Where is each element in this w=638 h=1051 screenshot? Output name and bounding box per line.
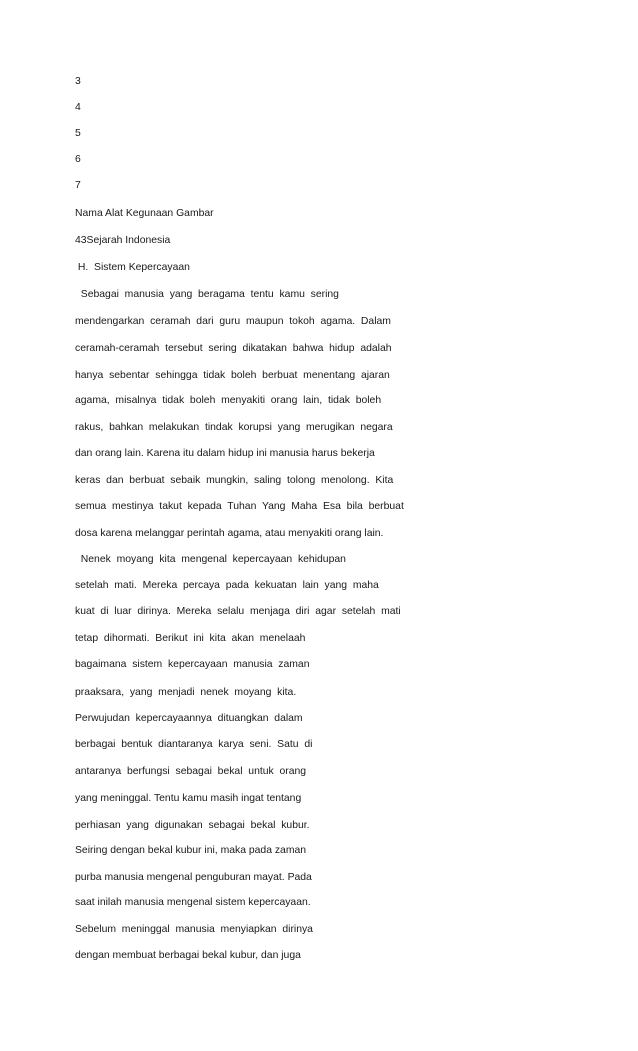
text-line: keras dan berbuat sebaik mungkin, saling tolong menolong. Kita — [75, 475, 394, 486]
text-line: praaksara, yang menjadi nenek moyang kita. — [75, 687, 297, 698]
text-line: dosa karena melanggar perintah agama, atau menyakiti orang lain. — [75, 528, 384, 539]
text-line: antaranya berfungsi sebagai bekal untuk orang — [75, 766, 307, 777]
text-line: saat inilah manusia mengenal sistem kepercayaan. — [75, 897, 311, 908]
text-line: yang meninggal. Tentu kamu masih ingat tentang — [75, 793, 302, 804]
text-line: Sebelum meninggal manusia menyiapkan dirinya — [75, 924, 313, 935]
text-line: purba manusia mengenal penguburan mayat. Pada — [75, 872, 312, 883]
text-line: mendengarkan ceramah dari guru maupun tokoh agama. Dalam — [75, 316, 391, 327]
text-line: dan orang lain. Karena itu dalam hidup ini manusia harus bekerja — [75, 448, 375, 459]
text-line: Sebagai manusia yang beragama tentu kamu sering — [75, 289, 339, 300]
section-heading: H. Sistem Kepercayaan — [75, 262, 190, 273]
text-line: berbagai bentuk diantaranya karya seni. Satu di — [75, 739, 313, 750]
text-line: ceramah-ceramah tersebut sering dikatakan bahwa hidup adalah — [75, 343, 392, 354]
text-line: 4 — [75, 102, 81, 113]
text-line: 7 — [75, 180, 81, 191]
text-line: 5 — [75, 128, 81, 139]
text-line: hanya sebentar sehingga tidak boleh berbuat menentang ajaran — [75, 370, 390, 381]
text-line: 6 — [75, 154, 81, 165]
text-line: bagaimana sistem kepercayaan manusia zaman — [75, 659, 310, 670]
text-line: perhiasan yang digunakan sebagai bekal kubur. — [75, 820, 310, 831]
text-line: 43Sejarah Indonesia — [75, 235, 171, 246]
text-line: Nama Alat Kegunaan Gambar — [75, 208, 214, 219]
text-line: rakus, bahkan melakukan tindak korupsi yang merugikan negara — [75, 422, 393, 433]
text-line: kuat di luar dirinya. Mereka selalu menjaga diri agar setelah mati — [75, 606, 401, 617]
text-line: tetap dihormati. Berikut ini kita akan menelaah — [75, 633, 306, 644]
text-line: semua mestinya takut kepada Tuhan Yang Maha Esa bila berbuat — [75, 501, 404, 512]
text-line: setelah mati. Mereka percaya pada kekuatan lain yang maha — [75, 580, 379, 591]
text-line: Seiring dengan bekal kubur ini, maka pada zaman — [75, 845, 307, 856]
text-line: Nenek moyang kita mengenal kepercayaan kehidupan — [75, 554, 346, 565]
text-line: 3 — [75, 76, 81, 87]
text-line: dengan membuat berbagai bekal kubur, dan juga — [75, 950, 301, 961]
text-line: Perwujudan kepercayaannya dituangkan dalam — [75, 713, 303, 724]
text-line: agama, misalnya tidak boleh menyakiti orang lain, tidak boleh — [75, 395, 382, 406]
